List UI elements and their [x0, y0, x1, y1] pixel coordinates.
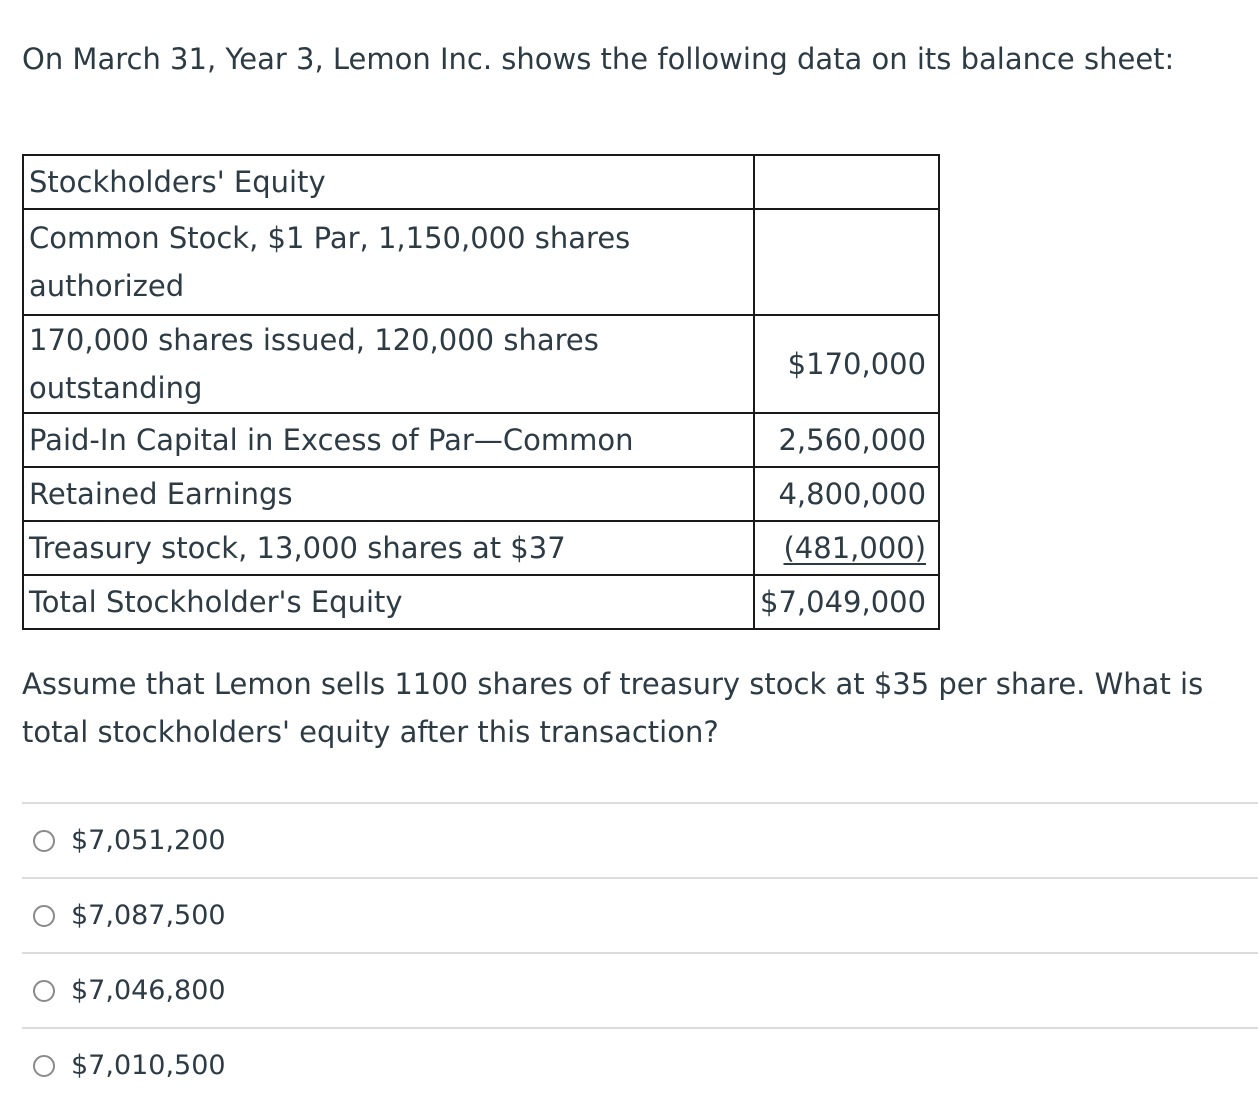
table-row	[23, 155, 939, 209]
row-amount	[754, 155, 939, 209]
question-prompt: Assume that Lemon sells 1100 shares of treasury stock at $35 per share. What is total stockholders' equity after this transaction?	[22, 667, 1204, 749]
row-amount	[754, 521, 939, 575]
radio-button[interactable]	[33, 980, 55, 1002]
row-amount: $170,000	[754, 315, 939, 413]
row-label: Total Stockholder's Equity	[23, 575, 754, 629]
table-row	[23, 467, 939, 521]
table-row	[23, 413, 939, 467]
row-label: Paid-In Capital in Excess of Par—Common	[23, 413, 754, 467]
answer-label: $7,087,500	[71, 900, 226, 931]
answer-option[interactable]	[22, 877, 1258, 952]
table-row	[23, 209, 939, 315]
row-amount: 4,800,000	[754, 467, 939, 521]
row-amount: $7,049,000	[754, 575, 939, 629]
row-label: Common Stock, $1 Par, 1,150,000 shares authorized	[23, 209, 754, 315]
balance-sheet-table	[22, 154, 940, 630]
row-amount	[754, 209, 939, 315]
radio-button[interactable]	[33, 1055, 55, 1077]
row-amount: 2,560,000	[754, 413, 939, 467]
answer-label: $7,010,500	[71, 1050, 226, 1081]
answer-label: $7,046,800	[71, 975, 226, 1006]
table-row	[23, 521, 939, 575]
row-label: 170,000 shares issued, 120,000 shares outstanding	[23, 315, 754, 413]
answer-option[interactable]	[22, 952, 1258, 1027]
table-row	[23, 315, 939, 413]
answer-option[interactable]	[22, 802, 1258, 877]
row-label: Stockholders' Equity	[23, 155, 754, 209]
answer-list	[22, 802, 1258, 1102]
row-label: Treasury stock, 13,000 shares at $37	[23, 521, 754, 575]
radio-button[interactable]	[33, 830, 55, 852]
table-row	[23, 575, 939, 629]
row-label: Retained Earnings	[23, 467, 754, 521]
answer-label: $7,051,200	[71, 825, 226, 856]
radio-button[interactable]	[33, 905, 55, 927]
answer-option[interactable]	[22, 1027, 1258, 1102]
treasury-amount: (481,000)	[783, 531, 927, 565]
question-intro: On March 31, Year 3, Lemon Inc. shows the following data on its balance sheet:	[22, 42, 1175, 76]
